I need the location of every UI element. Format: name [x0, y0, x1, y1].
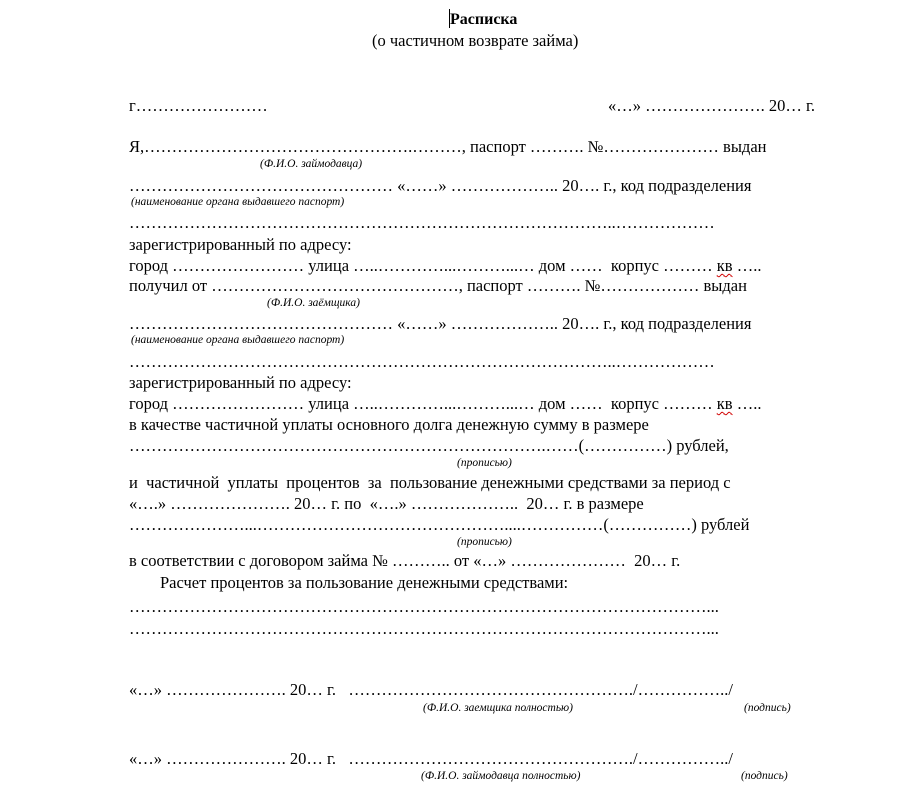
interest-period-line: и частичной уплаты процентов за пользование денежными средствами за период с	[129, 473, 731, 492]
lender-address-line	[129, 256, 761, 275]
borrower-address-main: город …………………… улица …..…………...………...… дом …… корпус ………	[129, 394, 717, 413]
lender-name-caption: (Ф.И.О. займодавца)	[260, 158, 363, 170]
principal-words-caption: (прописью)	[457, 457, 512, 469]
borrower-signature-line: «…» …………………. 20… г. ……………………………………………./……………../	[129, 680, 733, 699]
lender-signature-line: «…» …………………. 20… г. ……………………………………………./……………../	[129, 749, 733, 768]
borrower-name-caption: (Ф.И.О. заёмщика)	[267, 297, 360, 309]
interest-calc-line-2: ……………………………………………………………………………………………...	[129, 619, 719, 638]
interest-words-caption: (прописью)	[457, 536, 512, 548]
borrower-address-line	[129, 394, 761, 413]
date-field: «…» …………………. 20… г.	[608, 96, 816, 115]
city-field: г……………………	[129, 96, 268, 115]
lender-line: Я,………………………………………….………, паспорт ………. №………………… выдан	[129, 137, 767, 156]
lender-org-caption: (наименование органа выдавшего паспорт)	[131, 196, 345, 208]
lender-signature-caption: (Ф.И.О. займодавца полностью)	[421, 770, 581, 782]
borrower-blank-line: ……………………………………………………………………………..………………	[129, 352, 715, 371]
borrower-reg-label: зарегистрированный по адресу:	[129, 373, 352, 392]
lender-address-kv: кв	[716, 256, 733, 275]
payment-intro-line: в качестве частичной уплаты основного долга денежную сумму в размере	[129, 415, 649, 434]
contract-line: в соответствии с договором займа № ……….. от «…» ………………… 20… г.	[129, 551, 681, 570]
borrower-passport-line: ………………………………………… «……» ……………….. 20…. г., код подразделения	[129, 314, 752, 333]
lender-address-main: город …………………… улица …..…………...………...… дом …… корпус ………	[129, 256, 717, 275]
borrower-org-caption: (наименование органа выдавшего паспорт)	[131, 334, 345, 346]
borrower-line: получил от ………………………………………, паспорт ………. №……………… выдан	[129, 276, 747, 295]
borrower-address-kv: кв	[716, 394, 733, 413]
lender-blank-line: ……………………………………………………………………………..………………	[129, 213, 715, 232]
borrower-address-end: …..	[732, 394, 762, 413]
lender-sign-caption: (подпись)	[741, 770, 788, 782]
interest-dates-line: «….» …………………. 20… г. по «….» ……………….. 20… г. в размере	[129, 494, 644, 513]
interest-amount-line: …………………...………………………………………....……………(……………) рублей	[129, 515, 750, 534]
document-subtitle: (о частичном возврате займа)	[372, 31, 579, 50]
borrower-sign-caption: (подпись)	[744, 702, 791, 714]
interest-calc-label: Расчет процентов за пользование денежными средствами:	[160, 573, 569, 592]
lender-address-end: …..	[732, 256, 762, 275]
interest-calc-line-1: ……………………………………………………………………………………………...	[129, 597, 719, 616]
principal-amount-line: ………………………………………………………………….……(……………) рублей,	[129, 436, 729, 455]
lender-passport-line: ………………………………………… «……» ……………….. 20…. г., код подразделения	[129, 176, 752, 195]
lender-reg-label: зарегистрированный по адресу:	[129, 235, 352, 254]
borrower-signature-caption: (Ф.И.О. заемщика полностью)	[423, 702, 573, 714]
document-title: Расписка	[450, 11, 518, 28]
